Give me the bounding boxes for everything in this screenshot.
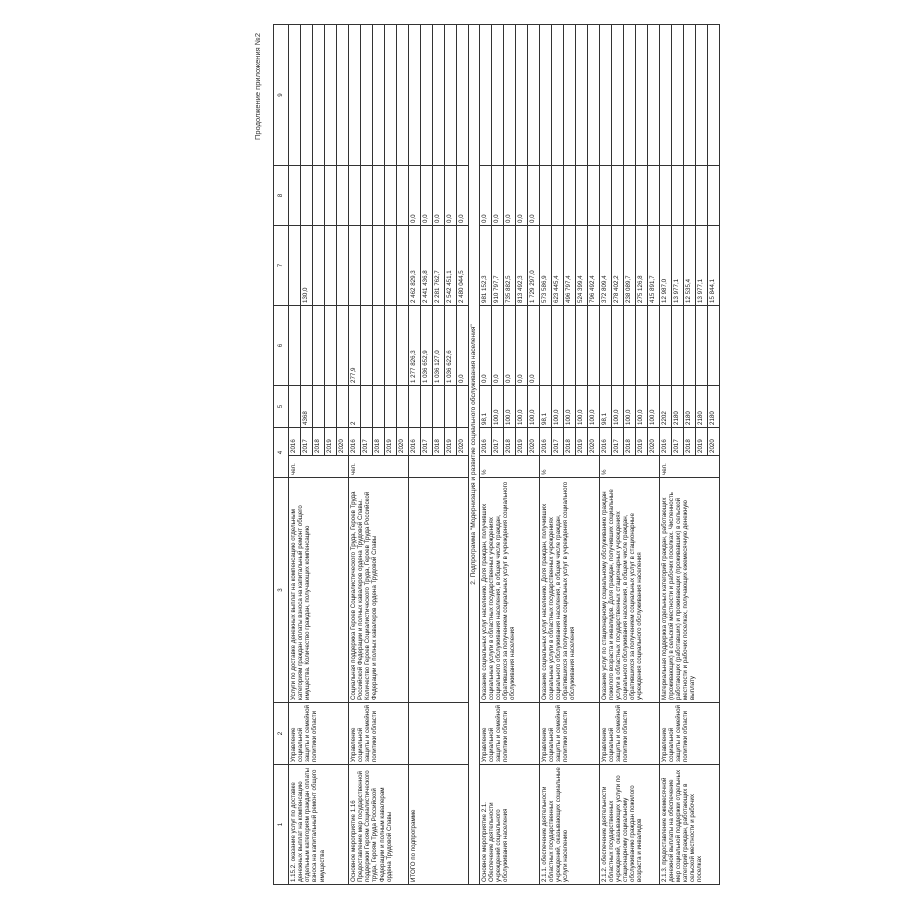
value-cell bbox=[575, 305, 587, 385]
value-cell bbox=[313, 385, 325, 427]
value-cell bbox=[503, 24, 515, 165]
value-cell: 2 542 451,1 bbox=[445, 225, 457, 305]
year-cell: 2018 bbox=[433, 427, 445, 455]
value-cell: 0,0 bbox=[479, 165, 491, 225]
value-cell bbox=[695, 24, 707, 165]
value-cell: 100,0 bbox=[563, 385, 575, 427]
value-cell bbox=[337, 225, 349, 305]
value-cell bbox=[683, 24, 695, 165]
value-cell: 12 535,4 bbox=[683, 225, 695, 305]
value-cell: 100,0 bbox=[635, 385, 647, 427]
value-cell: 98,1 bbox=[479, 385, 491, 427]
value-cell: 13 977,1 bbox=[695, 225, 707, 305]
year-cell: 2018 bbox=[623, 427, 635, 455]
value-cell bbox=[695, 165, 707, 225]
value-cell bbox=[325, 305, 337, 385]
value-cell bbox=[539, 305, 551, 385]
value-cell: 0,0 bbox=[527, 165, 539, 225]
value-cell bbox=[385, 24, 397, 165]
header-cell: 3 bbox=[274, 478, 289, 703]
indicator-description-cell: Материальная поддержка отдельных категорий граждан, работающих (проживающих) в сельской местности и рабочих поселках. Численность работающих (работавших) и проживающих (проживавших) в сельской местности и рабочих поселках, получающих ежемесячную денежную выплату bbox=[659, 478, 719, 703]
rotated-table-sheet bbox=[253, 25, 903, 885]
value-cell bbox=[385, 165, 397, 225]
executor-cell: Управление социальной защиты и семейной политики области bbox=[289, 703, 349, 765]
value-cell bbox=[397, 165, 409, 225]
unit-cell: чел. bbox=[349, 456, 409, 478]
subprogram-2-title-body bbox=[469, 24, 480, 884]
value-cell bbox=[301, 305, 313, 385]
year-cell: 2016 bbox=[659, 427, 671, 455]
value-cell: 2 441 436,8 bbox=[421, 225, 433, 305]
year-cell: 2018 bbox=[563, 427, 575, 455]
value-cell: 623 445,4 bbox=[551, 225, 563, 305]
value-cell bbox=[647, 24, 659, 165]
indicator-description-cell: Услуги по доставке денежных выплат на компенсацию отдельным категориям граждан оплаты взноса на капитальный ремонт общего имущества. Количество граждан, получающих компенсацию bbox=[289, 478, 349, 703]
unit-cell: чел. bbox=[289, 456, 349, 478]
year-cell: 2020 bbox=[397, 427, 409, 455]
value-cell bbox=[301, 24, 313, 165]
year-cell: 2019 bbox=[575, 427, 587, 455]
value-cell bbox=[361, 24, 373, 165]
measure-name-cell: 2.1.1. обеспечение деятельности областных государственных учреждений, оказывающих социальные услуги населению bbox=[539, 765, 599, 885]
value-cell bbox=[491, 24, 503, 165]
value-cell bbox=[587, 165, 599, 225]
year-cell: 2019 bbox=[695, 427, 707, 455]
table-row bbox=[599, 24, 611, 884]
year-cell: 2018 bbox=[313, 427, 325, 455]
value-cell: 0,0 bbox=[409, 165, 421, 225]
value-cell: 1 729 297,0 bbox=[527, 225, 539, 305]
value-cell: 2 bbox=[349, 385, 361, 427]
value-cell bbox=[623, 24, 635, 165]
measure-name-cell: 2.1.2. обеспечение деятельности областных государственных учреждений, оказывающих услуги по стационарному социальному обслуживанию граждан пожилого возраста и инвалидов bbox=[599, 765, 659, 885]
value-cell: 100,0 bbox=[623, 385, 635, 427]
unit-cell: чел. bbox=[659, 456, 719, 478]
value-cell bbox=[707, 165, 719, 225]
executor-cell: Управление социальной защиты и семейной политики области bbox=[349, 703, 409, 765]
header-cell: 9 bbox=[274, 24, 289, 165]
value-cell bbox=[515, 24, 527, 165]
value-cell bbox=[325, 385, 337, 427]
value-cell bbox=[659, 305, 671, 385]
value-cell: 0,0 bbox=[491, 305, 503, 385]
value-cell: 130,0 bbox=[301, 225, 313, 305]
value-cell: 2 480 044,5 bbox=[457, 225, 469, 305]
year-cell: 2019 bbox=[445, 427, 457, 455]
header-cell: 6 bbox=[274, 305, 289, 385]
executor-cell: Управление социальной защиты и семейной политики области bbox=[539, 703, 599, 765]
value-cell: 4368 bbox=[301, 385, 313, 427]
value-cell bbox=[527, 24, 539, 165]
value-cell bbox=[551, 165, 563, 225]
value-cell bbox=[671, 24, 683, 165]
value-cell bbox=[337, 305, 349, 385]
subprogram-1-body bbox=[289, 24, 469, 884]
value-cell bbox=[289, 165, 301, 225]
value-cell: 0,0 bbox=[503, 165, 515, 225]
value-cell bbox=[587, 305, 599, 385]
measure-name-cell: 1.15.2. оказание услуг по доставке денежных выплат на компенсацию отдельным категориям граждан оплаты взноса на капитальный ремонт общего имущества bbox=[289, 765, 349, 885]
value-cell bbox=[301, 165, 313, 225]
value-cell bbox=[361, 225, 373, 305]
value-cell bbox=[611, 24, 623, 165]
value-cell: 0,0 bbox=[457, 305, 469, 385]
value-cell bbox=[551, 305, 563, 385]
value-cell bbox=[397, 24, 409, 165]
value-cell bbox=[635, 165, 647, 225]
value-cell: 0,0 bbox=[491, 165, 503, 225]
value-cell bbox=[337, 24, 349, 165]
program-table bbox=[273, 24, 720, 885]
year-cell: 2020 bbox=[337, 427, 349, 455]
value-cell bbox=[337, 165, 349, 225]
value-cell: 0,0 bbox=[433, 165, 445, 225]
header-cell: 2 bbox=[274, 703, 289, 765]
value-cell bbox=[479, 24, 491, 165]
value-cell bbox=[313, 225, 325, 305]
value-cell bbox=[611, 165, 623, 225]
value-cell bbox=[385, 305, 397, 385]
value-cell bbox=[683, 165, 695, 225]
value-cell bbox=[349, 24, 361, 165]
year-cell: 2017 bbox=[301, 427, 313, 455]
value-cell: 100,0 bbox=[515, 385, 527, 427]
value-cell bbox=[361, 165, 373, 225]
unit-cell: % bbox=[599, 456, 659, 478]
indicator-description-cell: Оказание социальных услуг населению. Доля граждан, получивших социальные услуги в областных государственных учреждениях социального обслуживания населения, в общем числе граждан, обратившихся за получением социальных услуг в учреждения социального обслуживания населения bbox=[539, 478, 599, 703]
value-cell bbox=[563, 305, 575, 385]
header-cell: 7 bbox=[274, 225, 289, 305]
year-cell: 2018 bbox=[683, 427, 695, 455]
value-cell bbox=[575, 165, 587, 225]
measure-name-cell: Основное мероприятие 2.1. Обеспечение деятельности учреждений социального обслуживания населения bbox=[479, 765, 539, 885]
value-cell bbox=[671, 305, 683, 385]
value-cell bbox=[373, 24, 385, 165]
value-cell bbox=[337, 385, 349, 427]
value-cell bbox=[599, 24, 611, 165]
year-cell: 2016 bbox=[349, 427, 361, 455]
value-cell bbox=[409, 385, 421, 427]
measure-name-cell: ИТОГО по подпрограмме bbox=[409, 765, 469, 885]
value-cell bbox=[433, 385, 445, 427]
value-cell bbox=[313, 24, 325, 165]
year-cell: 2016 bbox=[409, 427, 421, 455]
value-cell bbox=[445, 385, 457, 427]
value-cell bbox=[575, 24, 587, 165]
value-cell: 100,0 bbox=[551, 385, 563, 427]
executor-cell bbox=[409, 703, 469, 765]
unit-cell: % bbox=[539, 456, 599, 478]
year-cell: 2020 bbox=[647, 427, 659, 455]
value-cell bbox=[289, 305, 301, 385]
value-cell: 0,0 bbox=[515, 165, 527, 225]
value-cell: 1 277 826,3 bbox=[409, 305, 421, 385]
value-cell: 12 987,0 bbox=[659, 225, 671, 305]
subprogram-2-body bbox=[479, 24, 719, 884]
indicator-description-cell bbox=[409, 478, 469, 703]
value-cell bbox=[373, 225, 385, 305]
year-cell: 2017 bbox=[491, 427, 503, 455]
executor-cell: Управление социальной защиты и семейной политики области bbox=[479, 703, 539, 765]
value-cell: 13 977,1 bbox=[671, 225, 683, 305]
value-cell: 981 152,3 bbox=[479, 225, 491, 305]
value-cell bbox=[325, 24, 337, 165]
value-cell bbox=[659, 165, 671, 225]
year-cell: 2019 bbox=[635, 427, 647, 455]
value-cell bbox=[611, 305, 623, 385]
year-cell: 2018 bbox=[503, 427, 515, 455]
value-cell: 2 462 829,3 bbox=[409, 225, 421, 305]
year-cell: 2017 bbox=[611, 427, 623, 455]
value-cell: 100,0 bbox=[527, 385, 539, 427]
value-cell: 100,0 bbox=[491, 385, 503, 427]
value-cell: 1 036 127,0 bbox=[433, 305, 445, 385]
year-cell: 2016 bbox=[479, 427, 491, 455]
value-cell bbox=[325, 225, 337, 305]
value-cell bbox=[551, 24, 563, 165]
executor-cell: Управление социальной защиты и семейной политики области bbox=[659, 703, 719, 765]
value-cell bbox=[539, 24, 551, 165]
value-cell bbox=[361, 385, 373, 427]
unit-cell: % bbox=[479, 456, 539, 478]
value-cell bbox=[623, 305, 635, 385]
value-cell bbox=[397, 305, 409, 385]
indicator-description-cell: Оказание услуг по стационарному социальному обслуживанию граждан пожилого возраста и инвалидов. Доля граждан, получивших социальные услуги в областных государственных стационарных учреждениях социального обслуживания населения, в общем числе граждан, обратившихся за получением социальных услуг в стационарные учреждения социального обслуживания населения bbox=[599, 478, 659, 703]
value-cell: 277,9 bbox=[349, 305, 361, 385]
value-cell: 98,1 bbox=[539, 385, 551, 427]
header-cell: 8 bbox=[274, 165, 289, 225]
value-cell: 275 126,8 bbox=[635, 225, 647, 305]
value-cell bbox=[599, 165, 611, 225]
measure-name-cell: 2.1.3. предоставление ежемесячной денежной выплаты на обеспечение мер социальной поддержки отдельных категорий граждан, работающих в сельской местности и рабочих поселках bbox=[659, 765, 719, 885]
year-cell: 2017 bbox=[361, 427, 373, 455]
year-cell: 2017 bbox=[551, 427, 563, 455]
value-cell: 2180 bbox=[683, 385, 695, 427]
value-cell: 100,0 bbox=[611, 385, 623, 427]
value-cell bbox=[373, 385, 385, 427]
value-cell bbox=[671, 165, 683, 225]
value-cell bbox=[635, 305, 647, 385]
value-cell bbox=[433, 24, 445, 165]
year-cell: 2020 bbox=[457, 427, 469, 455]
year-cell: 2019 bbox=[325, 427, 337, 455]
value-cell: 2180 bbox=[707, 385, 719, 427]
measure-name-cell: Основное мероприятие 1.16 Предоставление мер государственной поддержки Героям Социалистического труда, Героям Труда Российской Федерации и полным кавалерам ордена Трудовой Славы bbox=[349, 765, 409, 885]
table-row bbox=[349, 24, 361, 884]
value-cell: 0,0 bbox=[445, 165, 457, 225]
value-cell bbox=[373, 305, 385, 385]
table-row bbox=[289, 24, 301, 884]
unit-cell bbox=[409, 456, 469, 478]
year-cell: 2020 bbox=[707, 427, 719, 455]
appendix-note: Продолжение приложения №2 bbox=[253, 33, 262, 140]
value-cell bbox=[707, 305, 719, 385]
value-cell: 573 586,9 bbox=[539, 225, 551, 305]
value-cell: 372 809,4 bbox=[599, 225, 611, 305]
value-cell bbox=[457, 385, 469, 427]
table-row bbox=[539, 24, 551, 884]
table-row bbox=[409, 24, 421, 884]
value-cell bbox=[421, 24, 433, 165]
value-cell bbox=[683, 305, 695, 385]
year-cell: 2017 bbox=[421, 427, 433, 455]
value-cell: 735 882,5 bbox=[503, 225, 515, 305]
value-cell bbox=[421, 385, 433, 427]
value-cell: 0,0 bbox=[479, 305, 491, 385]
value-cell: 0,0 bbox=[421, 165, 433, 225]
value-cell: 238 089,7 bbox=[623, 225, 635, 305]
value-cell: 2180 bbox=[671, 385, 683, 427]
value-cell: 278 402,2 bbox=[611, 225, 623, 305]
value-cell: 2202 bbox=[659, 385, 671, 427]
value-cell bbox=[313, 305, 325, 385]
year-cell: 2016 bbox=[289, 427, 301, 455]
value-cell bbox=[539, 165, 551, 225]
year-cell: 2019 bbox=[515, 427, 527, 455]
value-cell bbox=[361, 305, 373, 385]
value-cell bbox=[289, 24, 301, 165]
year-cell: 2020 bbox=[587, 427, 599, 455]
subprogram-title-row bbox=[469, 24, 480, 884]
value-cell bbox=[349, 165, 361, 225]
subprogram-title: 2. Подпрограмма "Модернизация и развитие социального обслуживания населения" bbox=[469, 24, 480, 884]
value-cell bbox=[563, 165, 575, 225]
value-cell: 100,0 bbox=[647, 385, 659, 427]
header-row bbox=[274, 24, 289, 884]
header-cell: 4 bbox=[274, 427, 289, 477]
year-cell: 2019 bbox=[385, 427, 397, 455]
indicator-description-cell: Социальная поддержка Героев Социалистического Труда, Героев Труда Российской Федерации и полных кавалеров ордена Трудовой Славы. Количество Героев Социалистического Труда, Героев Труда Российской Федерации и полных кавалеров ордена Трудовой Славы bbox=[349, 478, 409, 703]
value-cell bbox=[695, 305, 707, 385]
value-cell bbox=[563, 24, 575, 165]
value-cell bbox=[647, 305, 659, 385]
value-cell: 100,0 bbox=[575, 385, 587, 427]
year-cell: 2017 bbox=[671, 427, 683, 455]
value-cell bbox=[587, 24, 599, 165]
header-cell: 1 bbox=[274, 765, 289, 885]
value-cell bbox=[599, 305, 611, 385]
value-cell bbox=[623, 165, 635, 225]
value-cell: 2180 bbox=[695, 385, 707, 427]
value-cell bbox=[457, 24, 469, 165]
value-cell: 0,0 bbox=[457, 165, 469, 225]
value-cell bbox=[289, 385, 301, 427]
value-cell: 796 492,4 bbox=[587, 225, 599, 305]
value-cell: 0,0 bbox=[503, 305, 515, 385]
value-cell bbox=[707, 24, 719, 165]
value-cell: 98,1 bbox=[599, 385, 611, 427]
value-cell: 100,0 bbox=[503, 385, 515, 427]
executor-cell: Управление социальной защиты и семейной политики области bbox=[599, 703, 659, 765]
header-cell: 5 bbox=[274, 385, 289, 427]
value-cell bbox=[409, 24, 421, 165]
year-cell: 2018 bbox=[373, 427, 385, 455]
value-cell bbox=[385, 385, 397, 427]
value-cell: 813 492,3 bbox=[515, 225, 527, 305]
table-row bbox=[659, 24, 671, 884]
value-cell: 1 036 652,9 bbox=[421, 305, 433, 385]
year-cell: 2020 bbox=[527, 427, 539, 455]
value-cell bbox=[397, 385, 409, 427]
value-cell bbox=[349, 225, 361, 305]
value-cell bbox=[289, 225, 301, 305]
value-cell: 15 844,1 bbox=[707, 225, 719, 305]
year-cell: 2016 bbox=[599, 427, 611, 455]
value-cell bbox=[635, 24, 647, 165]
value-cell bbox=[325, 165, 337, 225]
value-cell: 0,0 bbox=[515, 305, 527, 385]
value-cell: 524 399,4 bbox=[575, 225, 587, 305]
year-cell: 2016 bbox=[539, 427, 551, 455]
value-cell: 100,0 bbox=[587, 385, 599, 427]
value-cell bbox=[659, 24, 671, 165]
value-cell bbox=[373, 165, 385, 225]
value-cell bbox=[385, 225, 397, 305]
indicator-description-cell: Оказание социальных услуг населению. Доля граждан, получивших социальные услуги в областных государственных учреждениях социального обслуживания населения, в общем числе граждан, обратившихся за получением социальных услуг в учреждения социального обслуживания населения bbox=[479, 478, 539, 703]
value-cell bbox=[647, 165, 659, 225]
value-cell: 1 036 622,6 bbox=[445, 305, 457, 385]
value-cell: 496 797,4 bbox=[563, 225, 575, 305]
value-cell bbox=[397, 225, 409, 305]
value-cell: 415 891,7 bbox=[647, 225, 659, 305]
value-cell: 0,0 bbox=[527, 305, 539, 385]
value-cell: 910 797,7 bbox=[491, 225, 503, 305]
value-cell bbox=[313, 165, 325, 225]
table-row bbox=[479, 24, 491, 884]
value-cell bbox=[445, 24, 457, 165]
value-cell: 2 281 762,7 bbox=[433, 225, 445, 305]
